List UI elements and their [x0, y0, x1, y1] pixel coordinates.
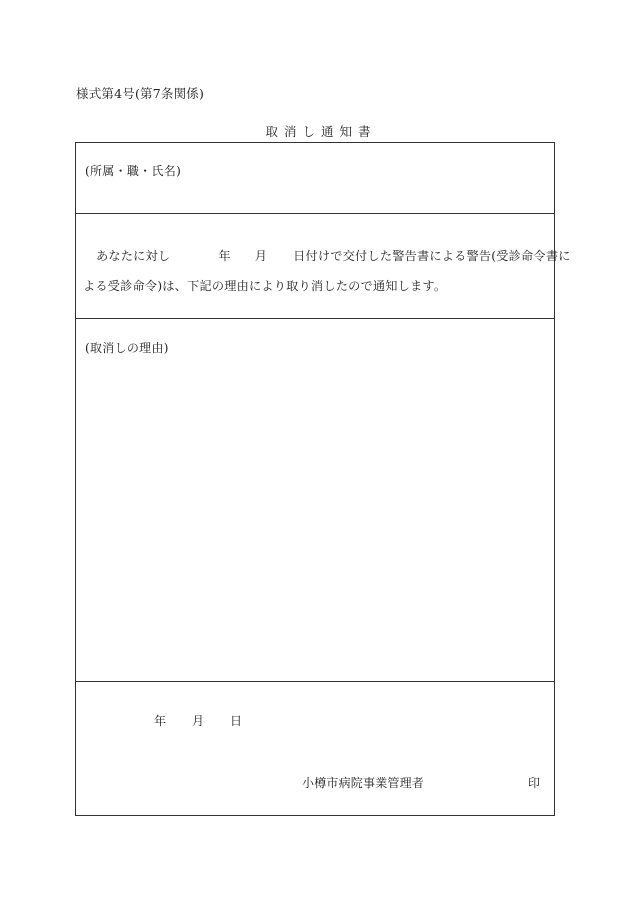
- affiliation-section: [76, 143, 554, 214]
- reason-label: (取消しの理由): [85, 341, 169, 355]
- notice-form: [75, 142, 571, 816]
- form-number: 様式第4号(第7条関係): [76, 86, 205, 101]
- document-title: 取消し通知書: [265, 124, 377, 139]
- date-year: 年: [154, 714, 167, 728]
- date-month: 月: [192, 714, 205, 728]
- notice-prefix: あなたに対し: [96, 249, 171, 263]
- date-day: 日: [230, 714, 243, 728]
- notice-line-1: [96, 247, 571, 264]
- affiliation-label: (所属・職・氏名): [85, 164, 182, 178]
- notice-section: [76, 214, 571, 319]
- issue-date: [154, 712, 242, 729]
- notice-year: 年: [218, 249, 231, 263]
- reason-section: [76, 319, 554, 682]
- notice-month: 月: [254, 249, 268, 263]
- signer-name: 小樽市病院事業管理者: [302, 776, 425, 790]
- notice-rest: 日付けで交付した警告書による警告(受診命令書に: [293, 249, 571, 263]
- signature-section: [76, 682, 554, 815]
- seal-mark: 印: [528, 776, 541, 790]
- notice-line-2: よる受診命令)は、下記の理由により取り消したので通知します。: [83, 279, 447, 293]
